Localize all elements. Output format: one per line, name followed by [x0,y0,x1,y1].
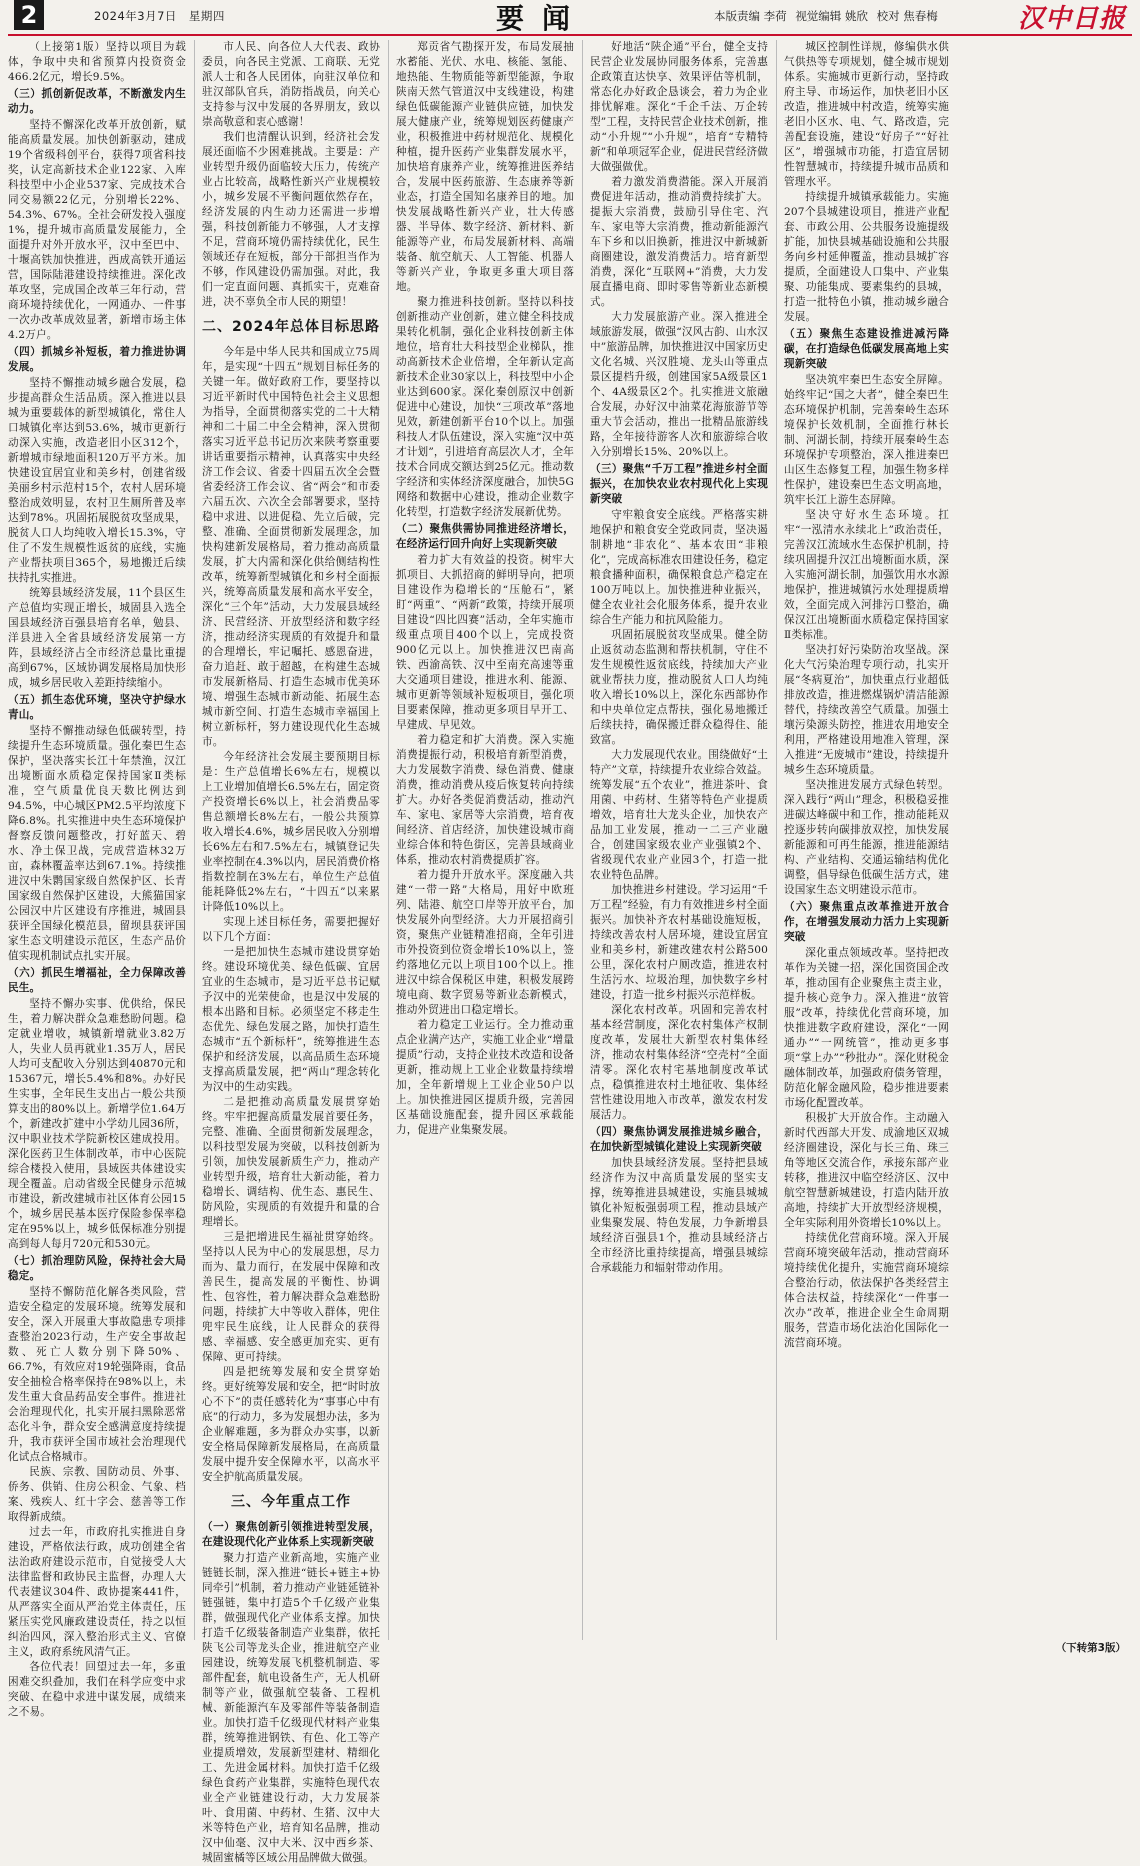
paragraph: 着力扩大有效益的投资。树牢大抓项目、大抓招商的鲜明导向，把项目建设作为稳增长的“压舱石”，紧盯“两重”、“两新”政策，持续开展项目建设“四比四赛”活动，全年实施市级重点项目400个以上，完成投资900亿元以上。加快推进汉巴南高铁、西渝高铁、汉中至南充高速等重大交通项目建设，推进水利、能源、城市更新等领域补短板项目，强化项目要素保障，推动更多项目早开工、早建成、早见效。 [396,554,574,731]
editor-credit: 校对 焦春梅 [876,9,938,23]
paragraph: 坚决推进发展方式绿色转型。深入践行“两山”理念，积极稳妥推进碳达峰碳中和工作，推动能耗双控逐步转向碳排放双控，加快发展新能源和可再生能源，推进能源结构、产业结构、交通运输结构优化调整，倡导绿色低碳生活方式，建设国家生态文明建设示范市。 [784,779,949,896]
paragraph: 城区控制性详规，修编供水供气供热等专项规划，健全城市规划体系。实施城市更新行动，坚持政府主导、市场运作，加快老旧小区改造，推进城中村改造，统筹实施老旧小区水、电、气、路改造，完善配套设施，建设“好房子”“好社区”，增强城市功能，打造宜居韧性智慧城市，持续提升城市品质和管理水平。 [784,41,949,188]
article-column-5 [784,40,1124,1640]
subheading: （四）抓城乡补短板，着力推进协调发展。 [8,346,186,373]
paragraph: 统筹县域经济发展，11个县区生产总值均实现正增长，城固县入选全国县域经济百强县培育名单，勉县、洋县进入全省县域经济发展第一方阵，县域经济占全市经济总量比重提高到67%，区域协调发展格局加快形成，城乡居民收入差距持续缩小。 [8,587,186,689]
paragraph: 实现上述目标任务，需要把握好以下几个方面： [202,916,380,943]
paragraph: 聚力推进科技创新。坚持以科技创新推动产业创新，建立健全科技成果转化机制，强化企业科技创新主体地位，培育壮大科技型企业梯队，推动高新技术企业倍增，全年新认定高新技术企业30家以上，科技型中小企业达到600家。深化秦创原汉中创新促进中心建设，加快“三项改革”落地见效，新建创新平台10个以上。加强科技人才队伍建设，深入实施“汉中英才计划”，引进培育高层次人才，全年技术合同成交额达到25亿元。推动数字经济和实体经济深度融合，加快5G网络和数据中心建设，推动企业数字化转型，打造数字经济发展新优势。 [396,296,574,518]
column-divider [582,40,583,1640]
paragraph: 郑贡省气勘探开发，布局发展抽水蓄能、光伏、水电、核能、氢能、地热能、生物质能等新型能源，争取陕南天然气管道汉中支线建设，构建绿色低碳能源产业链供应链，加快发展大健康产业，统筹规划医药健康产业，积极推进中药材规范化、规模化种植，提升医药产业集群发展水平，加快培育康养产业，统筹推进医养结合，发展中医药旅游、生态康养等新业态，打造全国知名康养目的地。加快发展战略性新兴产业，壮大传感器、半导体、数字经济、新材料、新能源等产业，布局发展新材料、高端装备、航空航天、人工智能、机器人等新兴产业，争取更多重大项目落地。 [396,41,574,293]
paragraph: 各位代表！回望过去一年，多重困难交织叠加，我们在科学应变中求突破、在稳中求进中谋发展，成绩来之不易。 [8,1661,186,1718]
paragraph: 坚持不懈推动绿色低碳转型，持续提升生态环境质量。强化秦巴生态保护，坚决落实长江十年禁渔，汉江出境断面水质稳定保持国家Ⅱ类标准，空气质量优良天数比例达到94.5%，中心城区PM2.5平均浓度下降6.8%。扎实推进中央生态环境保护督察反馈问题整改，打好蓝天、碧水、净土保卫战，完成营造林32万亩，森林覆盖率达到67.1%。持续推进汉中朱鹮国家级自然保护区、长青国家级自然保护区建设，大熊猫国家公园汉中片区建设有序推进，城固县获评全国绿化模范县，留坝县获评国家生态文明建设示范区，生态产品价值实现机制试点扎实开展。 [8,725,186,962]
article-column-4 [590,40,768,1640]
paragraph: 民族、宗教、国防动员、外事、侨务、供销、住房公积金、气象、档案、残疾人、红十字会、慈善等工作取得新成绩。 [8,1466,186,1523]
paragraph: 着力稳定和扩大消费。深入实施消费提振行动，积极培育新型消费，大力发展数字消费、绿色消费、健康消费，推动消费从疫后恢复转向持续扩大。办好各类促消费活动，推动汽车、家电、家居等大宗消费，培育夜间经济、首店经济，加快建设城市商业综合体和特色街区，完善县域商业体系，推动农村消费提质扩容。 [396,734,574,866]
subheading: （六）聚焦重点改革推进开放合作，在增强发展动力活力上实现新突破 [784,901,949,943]
paragraph: 着力稳定工业运行。全力推动重点企业满产达产，实施工业企业“增量提质”行动，支持企业技术改造和设备更新，推动规上工业企业数量持续增加，全年新增规上工业企业50户以上。加快推进园区提质升级，完善园区基础设施配套，提升园区承载能力，促进产业集聚发展。 [396,1019,574,1136]
paragraph: 坚决筑牢秦巴生态安全屏障。始终牢记“国之大者”，健全秦巴生态环境保护机制，完善秦岭生态环境保护长效机制，全面推行林长制、河湖长制，持续开展秦岭生态环境保护专项整治，深入推进秦巴山区生态修复工程，加强生物多样性保护，建设秦巴生态文明高地，筑牢长江上游生态屏障。 [784,374,949,506]
page-number: 2 [14,0,44,30]
column-divider [388,40,389,1640]
paragraph: 今年经济社会发展主要预期目标是：生产总值增长6%左右，规模以上工业增加值增长6.5%左右，固定资产投资增长6%以上，社会消费品零售总额增长8%左右，一般公共预算收入增长4.6%，城乡居民收入分别增长6%左右和7.5%左右，城镇登记失业率控制在4.3%以内，居民消费价格指数控制在3%左右，单位生产总值能耗降低2%左右，“十四五”以来累计降低10%以上。 [202,751,380,913]
article-column-3 [396,40,574,1640]
paragraph: 加快县域经济发展。坚持把县域经济作为汉中高质量发展的坚实支撑，统筹推进县城建设，实施县城城镇化补短板强弱项工程，推动县域产业集聚发展、特色发展，力争新增县域经济百强县1个，推动县域经济占全市经济比重持续提高，增强县城综合承载能力和辐射带动作用。 [590,1157,768,1274]
paragraph: 大力发展现代农业。围绕做好“土特产”文章，持续提升农业综合效益。统筹发展“五个农业”，推进茶叶、食用菌、中药材、生猪等特色产业提质增效，培育壮大龙头企业，加快农产品加工业发展，推动一二三产业融合，创建国家级农业产业强镇2个、省级现代农业产业园3个，打造一批农业特色品牌。 [590,749,768,881]
editor-credit: 视觉编辑 姚欣 [795,9,868,23]
paragraph: 市人民、向各位人大代表、政协委员，向各民主党派、工商联、无党派人士和各人民团体，向驻汉单位和驻汉部队官兵，消防指战员，向关心支持参与汉中发展的各界朋友，致以崇高敬意和衷心感谢！ [202,41,380,128]
subheading: （五）抓生态优环境，坚决守护绿水青山。 [8,694,186,721]
paragraph: 二是把推动高质量发展贯穿始终。牢牢把握高质量发展首要任务，完整、准确、全面贯彻新发展理念，以科技型发展为突破，以科技创新为引领，加快发展新质生产力，推动产业转型升级，培育壮大新动能，着力稳增长、调结构、优生态、惠民生、防风险，实现质的有效提升和量的合理增长。 [202,1096,380,1228]
continued-note: （下转第3版） [1055,1642,1126,1654]
subheading: （二）聚焦供需协同推进经济增长，在经济运行回升向好上实现新突破 [396,523,574,550]
section-heading: 三、今年重点工作 [231,1494,351,1510]
paragraph: 积极扩大开放合作。主动融入新时代西部大开发、成渝地区双城经济圈建设，深化与长三角、珠三角等地区交流合作，承接东部产业转移，推进汉中临空经济区、汉中航空智慧新城建设，打造内陆开放高地，持续扩大开放型经济规模，全年实际利用外资增长10%以上。 [784,1112,949,1229]
paragraph: 大力发展旅游产业。深入推进全域旅游发展，做强“汉风古韵、山水汉中”旅游品牌，加快推进汉中国家历史文化名城、兴汉胜境、龙头山等重点景区提档升级，创建国家5A级景区1个、4A级景区2个。扎实推进文旅融合发展，办好汉中油菜花海旅游节等重大节会活动，推出一批精品旅游线路，全年接待游客人次和旅游综合收入分别增长15%、20%以上。 [590,311,768,458]
paragraph: 坚持不懈防范化解各类风险，营造安全稳定的发展环境。统筹发展和安全，深入开展重大事故隐患专项排查整治2023行动，生产安全事故起数、死亡人数分别下降50%、66.7%，有效应对19轮强降雨，食品安全抽检合格率保持在98%以上，未发生重大食品药品安全事件。推进社会治理现代化，扎实开展扫黑除恶常态化斗争，群众安全感满意度持续提升，我市获评全国市域社会治理现代化试点合格城市。 [8,1286,186,1463]
subheading: （五）聚焦生态建设推进减污降碳，在打造绿色低碳发展高地上实现新突破 [784,328,949,370]
subheading: （三）聚焦“千万工程”推进乡村全面振兴，在加快农业农村现代化上实现新突破 [590,463,768,505]
article-column-2 [202,40,380,1864]
paragraph: 深化重点领域改革。坚持把改革作为关键一招，深化国资国企改革，推动国有企业聚焦主责主业，提升核心竞争力。深入推进“放管服”改革，持续优化营商环境，加快推进数字政府建设，深化“一网通办”“一网统管”，推动更多事项“掌上办”“秒批办”。深化财税金融体制改革，加强政府债务管理，防范化解金融风险，稳步推进要素市场化配置改革。 [784,947,949,1109]
section-heading: 二、2024年总体目标思路 [202,319,380,335]
paragraph: 坚决打好污染防治攻坚战。深化大气污染治理专项行动，扎实开展“冬病夏治”，加快重点行业超低排放改造，推进燃煤锅炉清洁能源替代，持续改善空气质量。加强土壤污染源头防控，推进农用地安全利用，严格建设用地准入管理，深入推进“无废城市”建设，持续提升城乡生态环境质量。 [784,644,949,776]
paragraph: 巩固拓展脱贫攻坚成果。健全防止返贫动态监测和帮扶机制，守住不发生规模性返贫底线，持续加大产业就业帮扶力度，推动脱贫人口人均纯收入增长10%以上，深化东西部协作和中央单位定点帮扶，强化易地搬迁后续扶持，确保搬迁群众稳得住、能致富。 [590,629,768,746]
paragraph: 坚决守好水生态环境。扛牢“一泓清水永续北上”政治责任，完善汉江流域水生态保护机制，持续巩固提升汉江出境断面水质，深入实施河湖长制，加强饮用水水源地保护，推进城镇污水处理提质增效，全面完成入河排污口整治，确保汉江出境断面水质稳定保持国家Ⅱ类标准。 [784,509,949,641]
paragraph: 一是把加快生态城市建设贯穿始终。建设环境优美、绿色低碳、宜居宜业的生态城市，是习近平总书记赋予汉中的光荣使命，也是汉中发展的根本出路和目标。必须坚定不移走生态优先、绿色发展之路，加快打造生态城市“五个新标杆”，统筹推进生态保护和经济发展，以高品质生态环境支撑高质量发展，把“两山”理念转化为汉中的生动实践。 [202,946,380,1093]
paragraph: 三是把增进民生福祉贯穿始终。坚持以人民为中心的发展思想，尽力而为、量力而行，在发展中保障和改善民生，提高发展的平衡性、协调性、包容性，着力解决群众急难愁盼问题，持续扩大中等收入群体，兜住兜牢民生底线，让人民群众的获得感、幸福感、安全感更加充实、更有保障、更可持续。 [202,1231,380,1363]
subheading: （四）聚焦协调发展推进城乡融合，在加快新型城镇化建设上实现新突破 [590,1126,768,1153]
paragraph: 坚持不懈推动城乡融合发展，稳步提高群众生活品质。深入推进以县城为重要载体的新型城镇化，常住人口城镇化率达到53.6%，城市更新行动深入实施，改造老旧小区312个，新增城市绿地面积120万平方米。加快建设宜居宜业和美乡村，创建省级美丽乡村示范村15个，农村人居环境整治成效明显，农村卫生厕所普及率达到78%。巩固拓展脱贫攻坚成果，脱贫人口人均纯收入增长15.3%，守住了不发生规模性返贫的底线，实施产业帮扶项目365个，易地搬迁后续扶持扎实推进。 [8,377,186,584]
paragraph: 深化农村改革。巩固和完善农村基本经营制度，深化农村集体产权制度改革，发展壮大新型农村集体经济，推动农村集体经济“空壳村”全面清零。深化农村宅基地制度改革试点，稳慎推进农村土地征收、集体经营性建设用地入市改革，激发农村发展活力。 [590,1004,768,1121]
paragraph: 加快推进乡村建设。学习运用“千万工程”经验，有力有效推进乡村全面振兴。加快补齐农村基础设施短板，持续改善农村人居环境，建设宜居宜业和美乡村，新建改建农村公路500公里，深化农村户厕改造，推进农村生活污水、垃圾治理，加快数字乡村建设，打造一批乡村振兴示范样板。 [590,884,768,1001]
paragraph: 我们也清醒认识到，经济社会发展还面临不少困难挑战。主要是：产业转型升级仍面临较大压力，传统产业占比较高，战略性新兴产业规模较小，城乡发展不平衡问题依然存在，经济发展的内生动力还需进一步增强，科技创新能力不够强，人才支撑不足，营商环境仍需持续优化，民生领域还存在短板，部分干部担当作为不够，作风建设仍需加强。对此，我们一定直面问题、真抓实干，克难奋进，决不辜负全市人民的期望！ [202,131,380,308]
masthead [8,0,1132,36]
paragraph: 着力激发消费潜能。深入开展消费促进年活动，推动消费持续扩大。提振大宗消费，鼓励引导住宅、汽车、家电等大宗消费，推动新能源汽车下乡和以旧换新，推进汉中新城新商圈建设，激发消费活力。培育新型消费，深化“互联网+”消费，大力发展直播电商、即时零售等新业态新模式。 [590,176,768,308]
column-divider [194,40,195,1640]
editor-credit: 本版责编 李荷 [714,9,787,23]
paragraph: 聚力打造产业新高地，实施产业链链长制，深入推进“链长+链主+协同牵引”机制，着力推动产业链延链补链强链，集中打造5个千亿级产业集群，做强现代化产业体系支撑。加快打造千亿级装备制造产业集群，依托陕飞公司等龙头企业，推进航空产业园建设，统筹发展飞机整机制造、零部件配套，航电设备生产，无人机研制等产业，做强航空装备、工程机械、新能源汽车及零部件等装备制造业。加快打造千亿级现代材料产业集群，统筹推进钢铁、有色、化工等产业提质增效，发展新型建材、精细化工、先进金属材料。加快打造千亿级绿色食药产业集群，实施特色现代农业全产业链建设行动，大力发展茶叶、食用菌、中药材、生猪、汉中大米等特色产业，培育知名品牌，推动汉中仙毫、汉中大米、汉中西乡茶、城固蜜橘等区域公用品牌做大做强。 [202,1552,380,1864]
paragraph: 持续提升城镇承载能力。实施207个县城建设项目，推进产业配套、市政公用、公共服务设施提级扩能，加快县城基础设施和公共服务向乡村延伸覆盖，推动县城扩容提质，全面建设人口集中、产业集聚、功能集成、要素集约的县城，打造一批特色小镇，推动城乡融合发展。 [784,191,949,323]
paragraph: （上接第1版）坚持以项目为载体，争取中央和省预算内投资资金466.2亿元，增长9.5%。 [8,41,186,83]
subheading: （三）抓创新促改革，不断激发内生动力。 [8,88,186,115]
editor-credits [714,8,943,24]
paragraph: 守牢粮食安全底线。严格落实耕地保护和粮食安全党政同责，坚决遏制耕地“非农化”、基本农田“非粮化”，完成高标准农田建设任务，稳定粮食播种面积，确保粮食总产稳定在100万吨以上。加快推进种业振兴，健全农业社会化服务体系，提升农业综合生产能力和抗风险能力。 [590,509,768,626]
paragraph: 四是把统筹发展和安全贯穿始终。更好统筹发展和安全，把“时时放心不下”的责任感转化为“事事心中有底”的行动力，多为发展想办法，多为企业解难题，多为群众办实事，以新安全格局保障新发展格局，在高质量发展中提升安全保障水平，以高水平安全护航高质量发展。 [202,1366,380,1483]
paragraph: 好地活“陕企通”平台，健全支持民营企业发展协同服务体系，完善惠企政策直达快享、效果评估等机制，常态化办好政企恳谈会，着力为企业排忧解难。深化“千企千法、万企转型”工程，支持民营企业技术创新，推动“小升规”“小升规”，培育“专精特新”和单项冠军企业，促进民营经济做大做强做优。 [590,41,768,173]
subheading: （一）聚焦创新引领推进转型发展，在建设现代化产业体系上实现新突破 [202,1521,380,1548]
column-divider [776,40,777,1640]
subheading: （七）抓治理防风险，保持社会大局稳定。 [8,1255,186,1282]
newspaper-logo: 汉中日报 [1017,4,1126,34]
paragraph: 着力提升开放水平。深度融入共建“一带一路”大格局，用好中欧班列、陆港、航空口岸等开放平台，加快发展外向型经济。大力开展招商引资，聚焦产业链精准招商，全年引进市外投资到位资金增长10%以上，签约落地亿元以上项目100个以上。推进汉中综合保税区申建，积极发展跨境电商、数字贸易等新业态新模式，推动外贸进出口稳定增长。 [396,869,574,1016]
section-title: 要闻 [496,2,589,35]
paragraph: 今年是中华人民共和国成立75周年，是实现“十四五”规划目标任务的关键一年。做好政府工作，要坚持以习近平新时代中国特色社会主义思想为指导，全面贯彻落实党的二十大精神和二十届二中全会精神，深入贯彻落实习近平总书记历次来陕考察重要讲话重要指示精神，认真落实中央经济工作会议、省委十四届五次全会暨省委经济工作会议、省“两会”和市委六届五次、六次全会部署要求，坚持稳中求进、以进促稳、先立后破，完整、准确、全面贯彻新发展理念，加快构建新发展格局，着力推动高质量发展，扩大内需和深化供给侧结构性改革，统筹新型城镇化和乡村全面振兴，统筹高质量发展和高水平安全，深化“三个年”活动，大力发展县域经济、民营经济、开放型经济和数字经济，推动经济实现质的有效提升和量的合理增长，牢记嘱托、感恩奋进，奋力追赶、敢于超越，在构建生态城市发展新格局、打造生态城市优美环境、增强生态城市新动能、拓展生态城市新空间、打造生态城市幸福国上树立新标杆，努力建设现代化生态城市。 [202,346,380,748]
paragraph: 过去一年，市政府扎实推进自身建设，严格依法行政，成功创建全省法治政府建设示范市，自觉接受人大法律监督和政协民主监督，办理人大代表建议304件、政协提案441件，从严落实全面从严治党主体责任，压紧压实党风廉政建设责任，持之以恒纠治四风，深入整治形式主义、官僚主义，政府系统风清气正。 [8,1526,186,1658]
subheading: （六）抓民生增福祉，全力保障改善民生。 [8,967,186,994]
article-column-1 [8,40,186,1718]
issue-date: 2024年3月7日 星期四 [94,9,225,23]
paragraph: 坚持不懈办实事、优供给，保民生，着力解决群众急难愁盼问题。稳定就业增收，城镇新增就业3.82万人，失业人员再就业1.35万人，居民人均可支配收入分别达到40870元和15367元，增长5.4%和8%。办好民生实事，全年民生支出占一般公共预算支出的80%以上。新增学位1.64万个，新建改扩建中小学幼儿园36所，汉中职业技术学院新校区建成投用。深化医药卫生体制改革，市中心医院综合楼投入使用，县域医共体建设实现全覆盖。启动省级全民健身示范城市建设，新改建城市社区体育公园15个，城乡居民基本医疗保险参保率稳定在95%以上，城乡低保标准分别提高到每人每月720元和530元。 [8,998,186,1250]
paragraph: 持续优化营商环境。深入开展营商环境突破年活动，推动营商环境持续优化提升，实施营商环境综合整治行动，依法保护各类经营主体合法权益，持续深化“一件事一次办”改革，推进企业全生命周期服务，营造市场化法治化国际化一流营商环境。 [784,1232,949,1349]
paragraph: 坚持不懈深化改革开放创新，赋能高质量发展。加快创新驱动，建成19个省级科创平台，获得7项省科技奖，认定高新技术企业122家、入库科技型中小企业537家、完成技术合同交易额22亿元，分别增长22%、54.3%、67%。全社会研发投入强度1%，提升城市高质量发展能力，全面提升对外开放水平，汉中至巴中、十堰高铁加快推进，西成高铁开通运营，国际陆港建设持续推进。深化改革攻坚，完成国企改革三年行动，营商环境持续优化，一网通办、一件事一次办改革成效显著，新增市场主体4.2万户。 [8,119,186,341]
